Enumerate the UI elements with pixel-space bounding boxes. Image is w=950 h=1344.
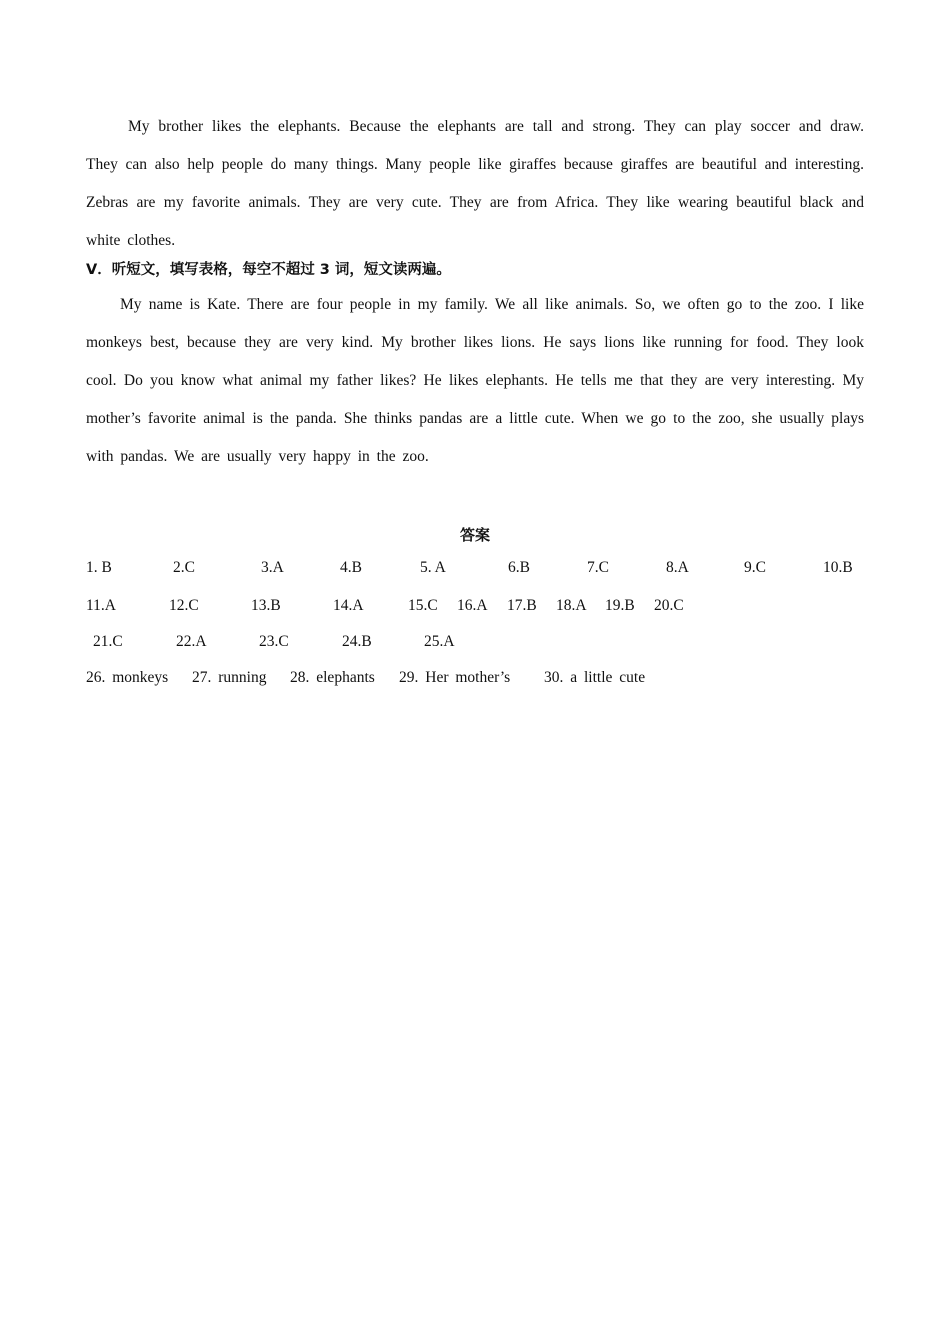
passage-intro: My brother likes the elephants. Because the elephants are tall and strong. They can play soccer and draw. They can also help people do many things. Many people like giraffes because giraffes are beautiful and interesting. Zebras are my favorite animals. They are very cute. They are from Africa. They like wearing beautiful black and white clothes. (86, 118, 864, 249)
answer-item: 8.A (666, 559, 689, 576)
answer-item: 22.A (176, 633, 207, 650)
answer-item: 28. elephants (290, 669, 375, 686)
answer-item: 17.B (507, 597, 537, 614)
answer-item: 11.A (86, 597, 116, 614)
answer-item: 2.C (173, 559, 195, 576)
answer-item: 5. A (420, 559, 446, 576)
answer-item: 23.C (259, 633, 289, 650)
answer-item: 19.B (605, 597, 635, 614)
answer-item: 1. B (86, 559, 112, 576)
answer-item: 25.A (424, 633, 455, 650)
answer-item: 29. Her mother’s (399, 669, 511, 686)
answer-item: 27. running (192, 669, 267, 686)
answer-item: 15.C (408, 597, 438, 614)
answer-item: 21.C (93, 633, 123, 650)
answer-item: 10.B (823, 559, 853, 576)
answer-item: 12.C (169, 597, 199, 614)
answer-item: 9.C (744, 559, 766, 576)
section-v-passage: My name is Kate. There are four people in my family. We all like animals. So, we often go to the zoo. I like monkeys best, because they are very kind. My brother likes lions. He says lions like running for food. They look cool. Do you know what animal my father likes? He likes elephants. He tells me that they are very interesting. My mother’s favorite animal is the panda. She thinks pandas are a little cute. When we go to the zoo, she usually plays with pandas. We are usually very happy in the zoo. (86, 296, 864, 465)
answer-row-3 (86, 624, 864, 660)
document-page (86, 108, 864, 696)
answer-row-2 (86, 588, 864, 624)
answer-item: 4.B (340, 559, 362, 576)
answer-row-4 (86, 660, 864, 696)
answer-item: 18.A (556, 597, 587, 614)
answer-item: 26. monkeys (86, 669, 169, 686)
answer-item: 30. a little cute (544, 669, 646, 686)
answer-item: 20.C (654, 597, 684, 614)
answer-item: 6.B (508, 559, 530, 576)
section-v-heading: V．听短文，填写表格，每空不超过 3 词，短文读两遍。 (86, 262, 451, 278)
answer-item: 13.B (251, 597, 281, 614)
answer-title: 答案 (459, 526, 490, 544)
answer-item: 14.A (333, 597, 364, 614)
answer-row-1 (86, 550, 864, 586)
answer-item: 7.C (587, 559, 609, 576)
answer-item: 24.B (342, 633, 372, 650)
answer-item: 3.A (261, 559, 284, 576)
answer-item: 16.A (457, 597, 488, 614)
